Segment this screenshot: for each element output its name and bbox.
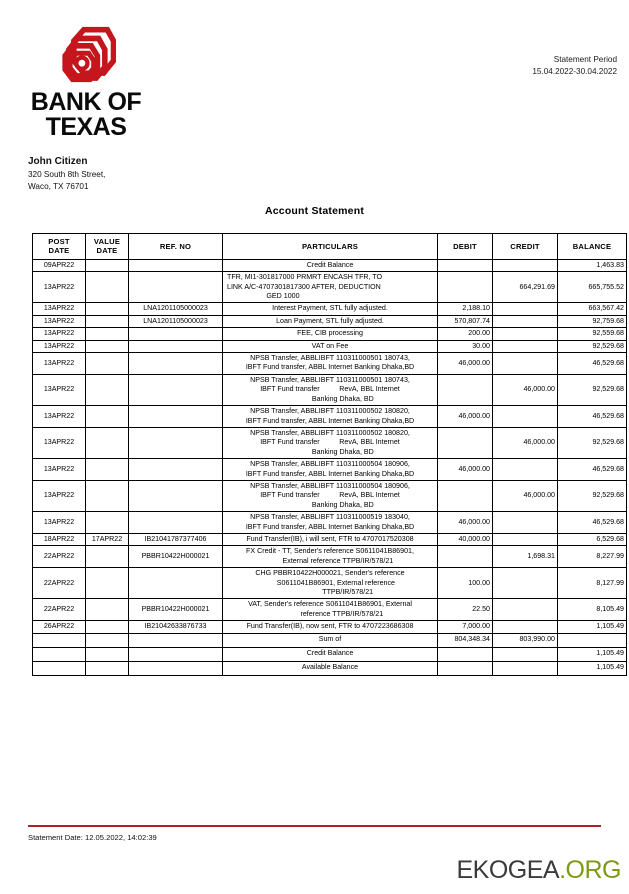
footer-divider: [28, 825, 601, 827]
cell-balance: 8,127.99: [558, 568, 627, 599]
column-header-ref-no: REF. NO: [129, 234, 223, 260]
cell-credit: 1,698.31: [493, 546, 558, 568]
cell-debit: 200.00: [438, 328, 493, 340]
table-row: [33, 546, 627, 568]
cell-post-date: [33, 661, 86, 675]
document-header: [0, 0, 629, 148]
table-row: [33, 427, 627, 458]
cell-value-date: [86, 621, 129, 633]
cell-debit: [438, 661, 493, 675]
cell-ref-no: [129, 328, 223, 340]
table-row: [33, 406, 627, 428]
cell-debit: [438, 647, 493, 661]
cell-credit: 46,000.00: [493, 480, 558, 511]
particulars-line: IBFT Fund transfer, ABBL Internet Banking Dhaka,BD: [245, 522, 415, 531]
cell-ref-no: [129, 661, 223, 675]
table-row: [33, 599, 627, 621]
cell-balance: 46,529.68: [558, 353, 627, 375]
cell-credit: 803,990.00: [493, 633, 558, 647]
particulars-line: S0611041B86901, External reference: [264, 578, 395, 587]
cell-debit: [438, 374, 493, 405]
cell-balance: 46,529.68: [558, 406, 627, 428]
cell-particulars: Sum of: [223, 633, 438, 647]
cell-credit: [493, 259, 558, 271]
cell-post-date: [33, 647, 86, 661]
particulars-line: NPSB Transfer, ABBLIBFT 110311000502 180820,: [250, 428, 410, 437]
summary-row: [33, 647, 627, 661]
cell-value-date: [86, 272, 129, 303]
particulars-line: Banking Dhaka, BD: [286, 500, 374, 509]
cell-particulars: [223, 272, 438, 303]
cell-debit: 40,000.00: [438, 533, 493, 545]
cell-value-date: [86, 340, 129, 352]
cell-value-date: [86, 259, 129, 271]
cell-ref-no: IB21041787377406: [129, 533, 223, 545]
cell-balance: [558, 633, 627, 647]
cell-ref-no: IB21042633876733: [129, 621, 223, 633]
cell-particulars: Loan Payment, STL fully adjusted.: [223, 315, 438, 327]
cell-value-date: [86, 568, 129, 599]
cell-credit: [493, 599, 558, 621]
cell-particulars: FEE, CIB processing: [223, 328, 438, 340]
cell-post-date: 22APR22: [33, 599, 86, 621]
cell-balance: 663,567.42: [558, 303, 627, 315]
particulars-line: Banking Dhaka, BD: [286, 394, 374, 403]
cell-post-date: 13APR22: [33, 374, 86, 405]
cell-post-date: [33, 633, 86, 647]
cell-ref-no: [129, 480, 223, 511]
cell-debit: 570,807.74: [438, 315, 493, 327]
cell-credit: 46,000.00: [493, 427, 558, 458]
bank-name-line-1: BANK OF: [30, 88, 142, 116]
cell-post-date: 13APR22: [33, 328, 86, 340]
cell-credit: [493, 353, 558, 375]
cell-particulars: Fund Transfer(IB), now sent, FTR to 4707223686308: [223, 621, 438, 633]
table-row: [33, 315, 627, 327]
cell-particulars: VAT on Fee: [223, 340, 438, 352]
cell-ref-no: [129, 427, 223, 458]
cell-value-date: [86, 599, 129, 621]
table-row: [33, 374, 627, 405]
table-row: [33, 621, 627, 633]
cell-balance: 1,105.49: [558, 647, 627, 661]
value-date-line2: DATE: [96, 246, 118, 256]
column-header-value-date: [86, 234, 129, 260]
cell-credit: [493, 303, 558, 315]
cell-balance: 1,463.83: [558, 259, 627, 271]
table-row: [33, 480, 627, 511]
cell-credit: 664,291.69: [493, 272, 558, 303]
summary-row: [33, 633, 627, 647]
particulars-line: NPSB Transfer, ABBLIBFT 110311000502 180820,: [250, 407, 410, 416]
cell-value-date: [86, 661, 129, 675]
value-date-line1: VALUE: [93, 237, 121, 246]
cell-balance: 92,759.68: [558, 315, 627, 327]
cell-value-date: [86, 546, 129, 568]
cell-ref-no: [129, 374, 223, 405]
cell-ref-no: [129, 647, 223, 661]
cell-value-date: [86, 303, 129, 315]
particulars-line: IBFT Fund transfer RevA, BBL Internet: [260, 438, 400, 447]
cell-ref-no: [129, 512, 223, 534]
cell-balance: 8,227.99: [558, 546, 627, 568]
cell-debit: [438, 427, 493, 458]
cell-balance: 1,105.49: [558, 621, 627, 633]
cell-credit: [493, 406, 558, 428]
bank-name-line-2: TEXAS: [45, 113, 127, 141]
column-header-credit: CREDIT: [493, 234, 558, 260]
particulars-line: NPSB Transfer, ABBLIBFT 110311000504 180906,: [250, 460, 410, 469]
particulars-line: External reference TTPB/IR/578/21: [266, 556, 394, 565]
cell-ref-no: [129, 633, 223, 647]
cell-value-date: [86, 427, 129, 458]
cell-particulars: [223, 546, 438, 568]
cell-debit: 46,000.00: [438, 512, 493, 534]
cell-post-date: 13APR22: [33, 315, 86, 327]
cell-ref-no: PBBR10422H000021: [129, 546, 223, 568]
table-row: [33, 353, 627, 375]
column-header-post-date: [33, 234, 86, 260]
cell-value-date: [86, 459, 129, 481]
cell-value-date: [86, 406, 129, 428]
cell-credit: [493, 533, 558, 545]
customer-address-line-2: Waco, TX 76701: [28, 181, 89, 191]
cell-debit: [438, 546, 493, 568]
particulars-line: GED 1000: [227, 292, 300, 301]
cell-debit: 46,000.00: [438, 406, 493, 428]
site-watermark: [457, 856, 622, 885]
cell-ref-no: [129, 259, 223, 271]
cell-value-date: [86, 315, 129, 327]
post-date-line2: DATE: [48, 246, 70, 256]
cell-post-date: 18APR22: [33, 533, 86, 545]
cell-debit: 2,188.10: [438, 303, 493, 315]
cell-debit: [438, 272, 493, 303]
cell-post-date: 13APR22: [33, 303, 86, 315]
cell-balance: 46,529.68: [558, 512, 627, 534]
particulars-line: NPSB Transfer, ABBLIBFT 110311000501 180743,: [250, 354, 410, 363]
cell-balance: 92,529.68: [558, 480, 627, 511]
cell-credit: [493, 661, 558, 675]
page-title: Account Statement: [264, 205, 365, 217]
table-row: [33, 568, 627, 599]
table-row: [33, 328, 627, 340]
particulars-line: NPSB Transfer, ABBLIBFT 110311000504 180906,: [250, 481, 410, 490]
cell-particulars: Credit Balance: [223, 259, 438, 271]
cell-particulars: Interest Payment, STL fully adjusted.: [223, 303, 438, 315]
table-row: [33, 303, 627, 315]
particulars-line: IBFT Fund transfer, ABBL Internet Banking Dhaka,BD: [245, 416, 415, 425]
cell-value-date: [86, 480, 129, 511]
statement-date: Statement Date: 12.05.2022, 14:02:39: [28, 833, 157, 842]
cell-particulars: Credit Balance: [223, 647, 438, 661]
cell-ref-no: [129, 340, 223, 352]
cell-particulars: [223, 599, 438, 621]
transactions-table: [32, 233, 627, 676]
bank-logo-wordmark: [24, 90, 148, 140]
summary-row: [33, 661, 627, 675]
cell-ref-no: [129, 272, 223, 303]
column-header-particulars: PARTICULARS: [223, 234, 438, 260]
cell-balance: 8,105.49: [558, 599, 627, 621]
particulars-line: NPSB Transfer, ABBLIBFT 110311000519 183040,: [250, 513, 410, 522]
cell-balance: 92,529.68: [558, 427, 627, 458]
customer-name: John Citizen: [28, 156, 88, 167]
cell-particulars: [223, 427, 438, 458]
particulars-line: Banking Dhaka, BD: [286, 447, 374, 456]
cell-credit: 46,000.00: [493, 374, 558, 405]
cell-balance: 665,755.52: [558, 272, 627, 303]
cell-value-date: [86, 647, 129, 661]
cell-credit: [493, 328, 558, 340]
cell-value-date: 17APR22: [86, 533, 129, 545]
cell-balance: 6,529.68: [558, 533, 627, 545]
customer-address-block: [28, 155, 105, 192]
table-row: [33, 272, 627, 303]
cell-debit: 7,000.00: [438, 621, 493, 633]
cell-ref-no: [129, 568, 223, 599]
bank-of-texas-octagon-logo-icon: [54, 26, 116, 88]
cell-debit: 804,348.34: [438, 633, 493, 647]
cell-ref-no: [129, 459, 223, 481]
cell-ref-no: [129, 406, 223, 428]
cell-post-date: 13APR22: [33, 272, 86, 303]
cell-balance: 1,105.49: [558, 661, 627, 675]
particulars-line: FX Credit - TT, Sender's reference S0611041B86901,: [246, 547, 414, 556]
cell-particulars: [223, 406, 438, 428]
cell-value-date: [86, 633, 129, 647]
cell-credit: [493, 512, 558, 534]
table-row: [33, 459, 627, 481]
cell-debit: 46,000.00: [438, 353, 493, 375]
cell-particulars: [223, 480, 438, 511]
particulars-line: VAT, Sender's reference S0611041B86901, External: [248, 600, 412, 609]
particulars-line: IBFT Fund transfer, ABBL Internet Banking Dhaka,BD: [245, 363, 415, 372]
cell-particulars: [223, 459, 438, 481]
cell-value-date: [86, 328, 129, 340]
cell-balance: 46,529.68: [558, 459, 627, 481]
cell-ref-no: LNA1201105000023: [129, 315, 223, 327]
cell-particulars: [223, 374, 438, 405]
cell-credit: [493, 621, 558, 633]
watermark-tld: .ORG: [559, 856, 621, 884]
cell-credit: [493, 647, 558, 661]
particulars-line: IBFT Fund transfer, ABBL Internet Banking Dhaka,BD: [245, 469, 415, 478]
column-header-debit: DEBIT: [438, 234, 493, 260]
cell-debit: 30.00: [438, 340, 493, 352]
cell-post-date: 13APR22: [33, 427, 86, 458]
cell-balance: 92,559.68: [558, 328, 627, 340]
statement-period-label: Statement Period: [553, 55, 617, 64]
cell-post-date: 13APR22: [33, 340, 86, 352]
particulars-line: CHG PBBR10422H000021, Sender's reference: [255, 569, 405, 578]
cell-ref-no: LNA1201105000023: [129, 303, 223, 315]
table-header: [33, 234, 627, 260]
cell-value-date: [86, 353, 129, 375]
cell-post-date: 26APR22: [33, 621, 86, 633]
cell-particulars: Available Balance: [223, 661, 438, 675]
transactions-table-container: [32, 233, 626, 676]
cell-credit: [493, 340, 558, 352]
particulars-line: IBFT Fund transfer RevA, BBL Internet: [260, 385, 400, 394]
cell-credit: [493, 315, 558, 327]
cell-balance: 92,529.68: [558, 340, 627, 352]
table-row: [33, 533, 627, 545]
particulars-line: NPSB Transfer, ABBLIBFT 110311000501 180743,: [250, 375, 410, 384]
cell-ref-no: PBBR10422H000021: [129, 599, 223, 621]
cell-post-date: 13APR22: [33, 459, 86, 481]
particulars-line: IBFT Fund transfer RevA, BBL Internet: [260, 491, 400, 500]
table-header-row: [33, 234, 627, 260]
cell-credit: [493, 459, 558, 481]
cell-debit: 22.50: [438, 599, 493, 621]
cell-debit: 46,000.00: [438, 459, 493, 481]
cell-particulars: [223, 512, 438, 534]
statement-period-value: 15.04.2022-30.04.2022: [532, 66, 617, 76]
watermark-name: EKOGEA: [456, 856, 560, 884]
cell-credit: [493, 568, 558, 599]
cell-post-date: 22APR22: [33, 568, 86, 599]
cell-debit: [438, 259, 493, 271]
bank-logo: [24, 26, 154, 140]
cell-value-date: [86, 374, 129, 405]
table-body: [33, 259, 627, 675]
cell-value-date: [86, 512, 129, 534]
cell-post-date: 09APR22: [33, 259, 86, 271]
table-row: [33, 340, 627, 352]
cell-debit: 100.00: [438, 568, 493, 599]
cell-particulars: [223, 568, 438, 599]
cell-post-date: 22APR22: [33, 546, 86, 568]
particulars-line: reference TTPB/IR/578/21: [276, 609, 384, 618]
particulars-line: TTPB/IR/578/21: [286, 588, 374, 596]
customer-address-line-1: 320 South 8th Street,: [28, 170, 106, 179]
post-date-line1: POST: [48, 237, 70, 246]
cell-ref-no: [129, 353, 223, 375]
cell-post-date: 13APR22: [33, 512, 86, 534]
cell-post-date: 13APR22: [33, 406, 86, 428]
cell-debit: [438, 480, 493, 511]
cell-particulars: Fund Transfer(IB), i will sent, FTR to 4707017520308: [223, 533, 438, 545]
column-header-balance: BALANCE: [558, 234, 627, 260]
cell-particulars: [223, 353, 438, 375]
cell-balance: 92,529.68: [558, 374, 627, 405]
particulars-line: LINK A/C-4707301817300 AFTER, DEDUCTION: [227, 282, 381, 291]
statement-period: [532, 54, 617, 77]
cell-post-date: 13APR22: [33, 480, 86, 511]
table-row: [33, 259, 627, 271]
cell-post-date: 13APR22: [33, 353, 86, 375]
table-row: [33, 512, 627, 534]
particulars-line: TFR, MI1-301817000 PRMRT ENCASH TFR, TO: [227, 273, 383, 282]
